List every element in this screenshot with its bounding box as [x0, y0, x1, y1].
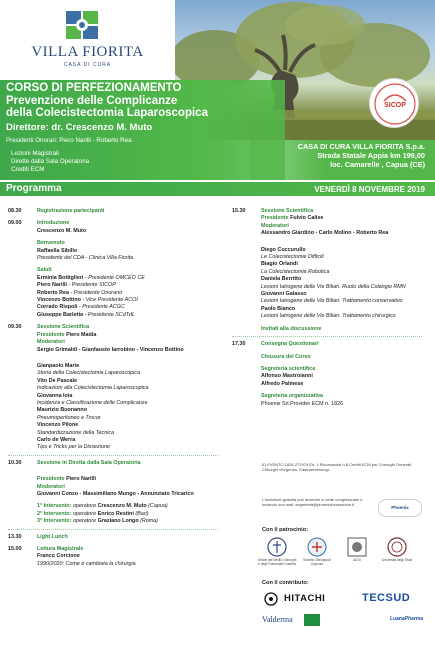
- welcome-title: Benvenuto: [37, 240, 65, 247]
- program-title: Programma: [6, 183, 62, 194]
- venue-line: CASA DI CURA VILLA FIORITA S.p.a.: [297, 142, 425, 151]
- speaker-name: Crescenzo M. Muto: [37, 227, 87, 234]
- slot-title: Sessione Scientifica: [37, 324, 90, 331]
- slot-title: Consegna Questionari: [261, 341, 319, 348]
- moderators-label: Moderatori: [37, 339, 65, 346]
- greeting-item: Piero Narilli - Presidente SICOP: [37, 282, 116, 289]
- secretariat-member: Alfonso Mastroianni: [261, 373, 313, 380]
- greeting-item: Corrado Rispoli - Presidente ACGC: [37, 304, 125, 311]
- greetings-title: Saluti: [37, 267, 52, 274]
- villa-fiorita-logo-icon: [65, 10, 99, 40]
- sponsor-tecsud: TECSUD: [362, 592, 411, 604]
- greeting-item: Erminia Bottiglieri - Presidente OMCEO CE: [37, 274, 145, 281]
- slot-time: 08.30: [8, 208, 22, 214]
- sponsor-pharma-logo-icon: [304, 614, 320, 626]
- slot-title: Light Lunch: [37, 533, 68, 540]
- talk-item: Vito De Pascale Indicazioni alla Colecistectomia Laparoscopica: [37, 377, 149, 392]
- moderators: Alessandro Giardino - Carlo Molino - Roberto Rea: [261, 230, 389, 237]
- divider: [232, 336, 422, 337]
- slot-time: 15.30: [232, 208, 246, 214]
- slot-time: 09.30: [8, 324, 22, 331]
- secretariat-member: Alfredo Palmese: [261, 380, 304, 387]
- course-title: [6, 95, 286, 119]
- greeting-item: Vincenzo Bottino - Vice Presidente ACOI: [37, 297, 138, 304]
- talk-item: Giovanna Ioia Incidenza e Classificazione delle Complicanze: [37, 392, 148, 406]
- sicop-label: SICOP: [384, 102, 406, 109]
- ecm-credits-info: ID EVENTO 1826-272979 Ed. 1 Riconosciuti n.8 Crediti ECM per Chirurghi Generali, Chirurghi d'urgenza, Gastroenterologi.: [262, 462, 413, 472]
- patronage-caption: Ordine dei Medici Chirurghi e degli Odontoiatri Caserta: [257, 558, 297, 566]
- closing-title: Chiusura del Corso: [261, 353, 311, 360]
- medical-order-logo-icon: [266, 536, 288, 558]
- surgery-item: 2° Intervento: operatore Enrico Restini (Bari): [37, 510, 149, 517]
- logo-area: [0, 0, 175, 80]
- moderators-label: Moderatori: [261, 222, 289, 229]
- lecture-topic: 1990/2020: Come è cambiata la chirurgia: [37, 560, 136, 567]
- slot-time: 17.30: [232, 341, 246, 348]
- slot-title: Sessione in Diretta dalla Sala Operatoria: [37, 459, 141, 466]
- slot-time: 15.00: [8, 546, 22, 553]
- sponsor-luana: LuanaPharma: [390, 616, 424, 622]
- talk-item: Diego Cuccurullo Le Colecistectomie Difficili: [261, 246, 324, 261]
- feature-item: Dirette dalla Sala Operatoria: [11, 158, 90, 165]
- sponsor-valderma: Valderma: [262, 615, 293, 624]
- program-date: VENERDÌ 8 NOVEMBRE 2019: [314, 185, 425, 194]
- program-left-column: [8, 208, 223, 568]
- slot-title: Sessione Scientifica: [261, 208, 314, 214]
- moderators: Sergio Grimaldi - Gianfausto Iarrobino - Vincenzo Bottino: [37, 346, 184, 353]
- slot-title: Introduzione: [37, 220, 70, 227]
- invited-discussion: Invitati alla discussione: [261, 325, 322, 332]
- surgery-item: 1° Intervento: operatore Crescenzo M. Muto (Capua): [37, 503, 168, 510]
- patronage-caption: Società Chirurgia di Urgenza: [303, 558, 331, 566]
- course-features: [11, 150, 89, 174]
- divider: [8, 529, 218, 530]
- greeting-item: Giuseppe Barletta - Presidente SCdTdL: [37, 311, 135, 318]
- slot-live-surgery: [8, 460, 223, 526]
- talk-item: Biagio Orlandi La Colecistectomia Robotica: [261, 261, 330, 275]
- talk-item: Gianpaolo Marte Storia della Colecistectomia Laparoscopica: [37, 362, 141, 377]
- slot-lunch: [8, 534, 223, 541]
- slot-time: 13.30: [8, 533, 22, 540]
- scientific-secretariat-title: Segreteria scientifica: [261, 365, 316, 372]
- feature-item: Lezioni Magistrali: [11, 150, 59, 157]
- course-type: CORSO DI PERFEZIONAMENTO: [6, 82, 182, 94]
- slot-registration: [8, 208, 223, 215]
- session-president: Presidente Fulvio Calise: [261, 215, 324, 222]
- acoi-logo-icon: [346, 536, 368, 558]
- venue-address: [298, 142, 425, 169]
- director: Direttore: dr. Crescenzo M. Muto: [6, 122, 153, 133]
- talk-item: Paolo Bianco Lesioni Iatrogene delle Vie Biliari. Trattamento chirurgico: [261, 305, 396, 320]
- patronage-logos: [257, 536, 422, 566]
- logo-subtitle: CASA DI CURA: [63, 62, 112, 68]
- sponsors-label: Con il contributo:: [262, 580, 309, 586]
- sponsors-row: [262, 592, 427, 606]
- patronage-caption: Università degli Studi: [382, 558, 412, 562]
- session-president: Presidente Piero Maida: [37, 331, 97, 338]
- speaker-name: Raffaella Sibillo: [37, 247, 78, 254]
- speaker-name: Franco Corcione: [37, 553, 80, 560]
- logo-name: VILLA FIORITA: [31, 44, 144, 60]
- speaker-role: Presidente del CDA - Clinica Villa Fiorita: [37, 255, 134, 262]
- venue-line: loc. Camarelle , Capua (CE): [330, 160, 425, 169]
- organizing-secretariat-title: Segreteria organizzativa: [261, 393, 324, 400]
- slot-introduction: [8, 220, 223, 319]
- feature-item: Crediti ECM: [11, 166, 45, 173]
- sponsors-row: [262, 614, 427, 628]
- honorary-presidents: Presidenti Onorari: Piero Narilli - Roberto Rea: [6, 137, 132, 144]
- slot-time: 09.00: [8, 220, 22, 227]
- program-right-column: [232, 208, 427, 408]
- patronage-label: Con il patrocinio:: [262, 527, 308, 533]
- registration-text: L'iscrizione gratuita può avvenire in sede congressuale o inviando una mail: segreteria@phoenixformazione.it: [262, 497, 363, 507]
- slot-title: Registrazione partecipanti: [37, 208, 105, 214]
- sicop-badge: [369, 78, 419, 128]
- sponsor-emblem-icon: [262, 592, 280, 606]
- sicop-logo-icon: [370, 79, 420, 129]
- slot-afternoon-session: [232, 208, 427, 333]
- slot-scientific-session: [8, 324, 223, 452]
- slot-closing: [232, 341, 427, 408]
- slot-title: Lettura Magistrale: [37, 546, 84, 553]
- course-title-line1: Prevenzione delle Complicanze: [6, 95, 178, 107]
- university-seal-icon: [386, 536, 408, 558]
- moderators-label: Moderatori: [37, 483, 65, 490]
- registration-info: [262, 497, 422, 521]
- slot-time: 10.30: [8, 459, 22, 466]
- divider: [8, 455, 218, 456]
- moderators: Giovanni Conzo - Massimiliano Mungo - Annunziato Tricarico: [37, 491, 194, 497]
- talk-item: Giovanni Galasso Lesioni Iatrogene delle Vie Biliari. Trattamento conservativo: [261, 291, 403, 305]
- talk-item: Maurizio Buonanno Pneumoperitoneo e Trocar: [37, 407, 101, 421]
- greeting-item: Roberto Rea - Presidente Onorario: [37, 289, 123, 296]
- patronage-caption: ACOI: [353, 558, 361, 562]
- surgery-item: 3° Intervento: operatore Graziano Longo (Roma): [37, 518, 159, 525]
- course-title-line2: della Colecistectomia Laparoscopica: [6, 107, 208, 119]
- slot-lecture: [8, 546, 223, 568]
- venue-line: Strada Statale Appia km 199,00: [317, 151, 425, 160]
- urgency-society-logo-icon: [306, 536, 328, 558]
- talk-item: Daniela Berritto Lesioni Iatrogene delle Vie Biliari. Ruolo della Colangio RMN: [261, 276, 406, 290]
- sponsor-hitachi: HITACHI: [284, 593, 326, 604]
- talk-item: Carlo de Werra Tips e Tricks per la Dissezione: [37, 436, 110, 451]
- session-president: Presidente Piero Narilli: [37, 476, 97, 483]
- phoenix-logo: Phoenix: [378, 499, 422, 517]
- talk-item: Vincenzo Pilone Standardizzazione della Tecnica: [37, 422, 115, 436]
- organizing-secretariat: Phoenix Srl Provider ECM n. 1826: [261, 400, 344, 407]
